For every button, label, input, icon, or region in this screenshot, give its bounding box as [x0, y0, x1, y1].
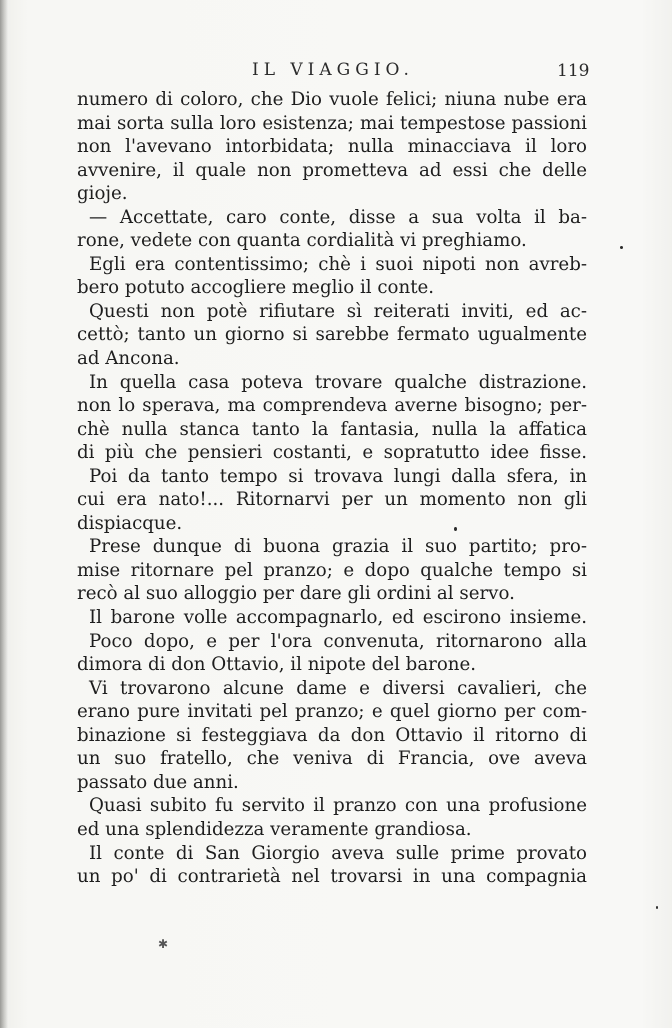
- text-line: Il conte di San Giorgio aveva sulle prime provato: [89, 842, 587, 864]
- scan-speck: [656, 906, 658, 909]
- text-line: avvenire, il quale non prometteva ad essi che delle: [77, 159, 587, 181]
- text-line: passato due anni.: [77, 771, 239, 793]
- text-line: In quella casa poteva trovare qualche distrazione.: [89, 371, 587, 393]
- text-line: erano pure invitati pel pranzo; e quel giorno per com-: [77, 701, 587, 723]
- text-line: un suo fratello, che veniva di Francia, ove aveva: [77, 748, 587, 770]
- text-line: chè nulla stanca tanto la fantasia, nulla la affatica: [77, 418, 587, 440]
- text-line: Vi trovarono alcune dame e diversi cavalieri, che: [89, 677, 587, 699]
- ink-blot-mark: ✱: [158, 937, 169, 951]
- text-line: ad Ancona.: [77, 348, 180, 370]
- text-line: cettò; tanto un giorno si sarebbe fermato ugualmente: [77, 324, 587, 346]
- body-text: [77, 88, 587, 889]
- text-line: ed una splendidezza veramente grandiosa.: [77, 818, 472, 840]
- text-line: non l'avevano intorbidata; nulla minacciava il loro: [77, 136, 587, 158]
- text-line: rone, vedete con quanta cordialità vi preghiamo.: [77, 230, 527, 252]
- page-header: [0, 60, 672, 90]
- text-line: cui era nato!... Ritornarvi per un momento non gli: [77, 489, 587, 511]
- scan-speck: [454, 527, 457, 531]
- page-number: 119: [557, 61, 590, 81]
- text-line: mise ritornare pel pranzo; e dopo qualche tempo si: [77, 559, 587, 581]
- text-line: Questi non potè rifiutare sì reiterati inviti, ed ac-: [89, 300, 587, 322]
- text-line: non lo sperava, ma comprendeva averne bisogno; per-: [77, 395, 587, 417]
- text-line: bero potuto accogliere meglio il conte.: [77, 277, 435, 299]
- binding-edge: [0, 0, 8, 1028]
- text-line: un po' di contrarietà nel trovarsi in una compagnia: [77, 866, 587, 888]
- text-line: Prese dunque di buona grazia il suo partito; pro-: [89, 536, 587, 558]
- text-line: — Accettate, caro conte, disse a sua volta il ba-: [89, 206, 587, 228]
- text-line: Poco dopo, e per l'ora convenuta, ritornarono alla: [89, 630, 587, 652]
- text-line: Poi da tanto tempo si trovava lungi dalla sfera, in: [89, 465, 587, 487]
- text-line: binazione si festeggiava da don Ottavio il ritorno di: [77, 724, 587, 746]
- text-line: Il barone volle accompagnarlo, ed escirono insieme.: [89, 607, 587, 629]
- scan-speck: [620, 246, 623, 249]
- text-line: gioje.: [77, 183, 128, 205]
- text-line: recò al suo alloggio per dare gli ordini al servo.: [77, 583, 515, 605]
- text-line: dimora di don Ottavio, il nipote del barone.: [77, 654, 477, 676]
- running-title: IL VIAGGIO.: [252, 60, 414, 80]
- text-line: dispiacque.: [77, 512, 183, 534]
- text-line: Quasi subito fu servito il pranzo con una profusione: [89, 795, 587, 817]
- text-line: di più che pensieri costanti, e sopratutto idee fisse.: [77, 442, 587, 464]
- text-line: Egli era contentissimo; chè i suoi nipoti non avreb-: [89, 253, 587, 275]
- text-line: mai sorta sulla loro esistenza; mai tempestose passioni: [77, 112, 587, 134]
- text-line: numero di coloro, che Dio vuole felici; niuna nube era: [77, 89, 587, 110]
